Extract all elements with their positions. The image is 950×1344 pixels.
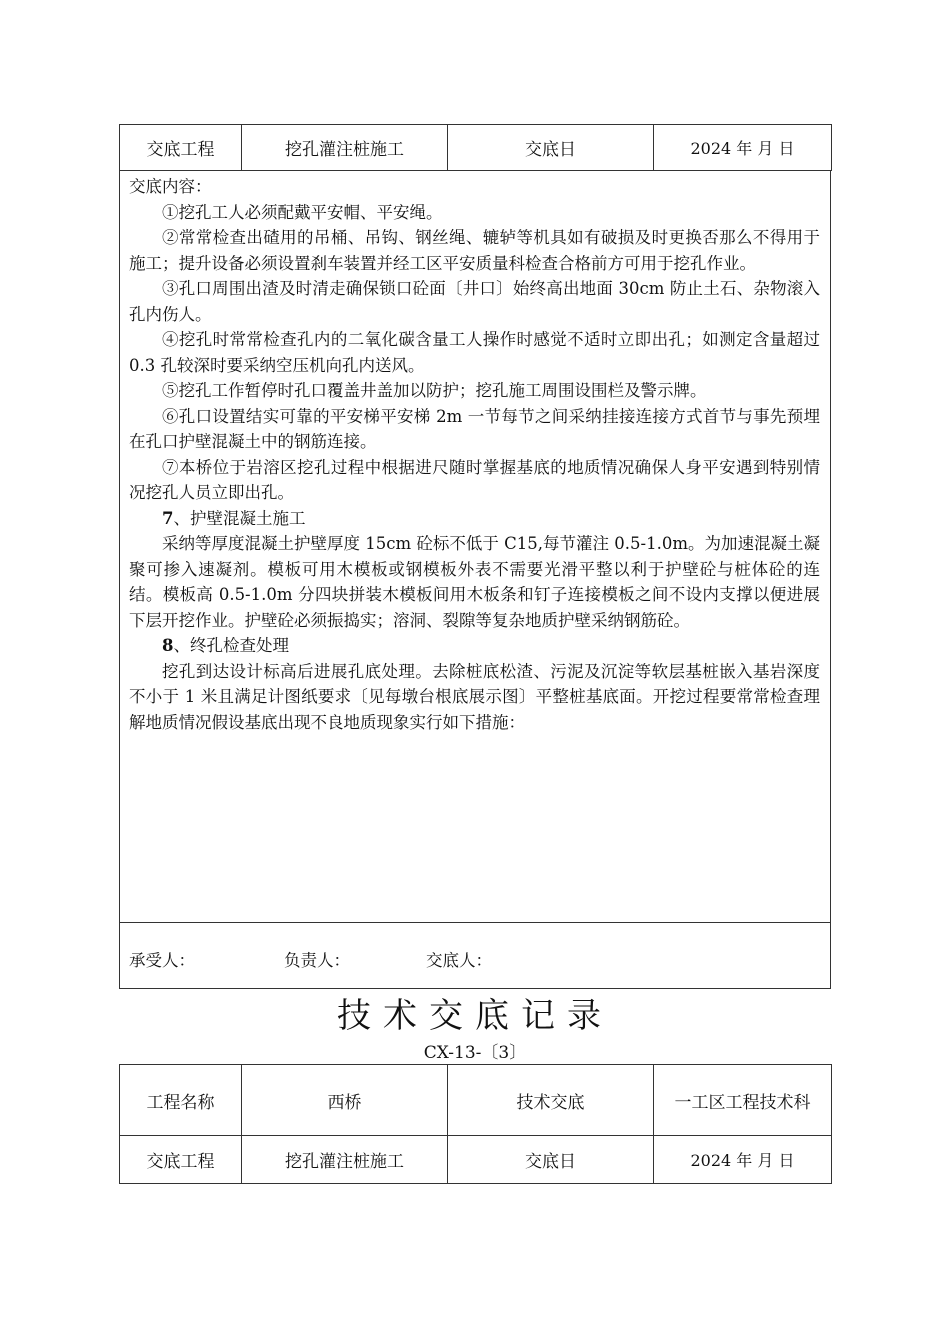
content-item-7: ⑦本桥位于岩溶区挖孔过程中根据进尺随时掌握基底的地质情况确保人身平安遇到特别情况挖孔人员立即出孔。 [129, 457, 820, 502]
content-item-6: ⑥孔口设置结实可靠的平安梯平安梯 2m 一节每节之间采纳挂接连接方式首节与事先预埋在孔口护壁混凝土中的钢筋连接。 [129, 406, 820, 451]
content-item-1: ①挖孔工人必须配戴平安帽、平安绳。 [162, 202, 443, 222]
label-project-name: 工程名称 [120, 1065, 242, 1136]
section-7-title: 、护壁混凝土施工 [173, 508, 306, 528]
label-disclosure-project: 交底工程 [120, 1136, 242, 1184]
project-name: 西桥 [242, 1065, 448, 1136]
department: 一工区工程技术科 [654, 1065, 832, 1136]
section-8-heading [129, 633, 820, 659]
disclosure-project: 挖孔灌注桩施工 [242, 1136, 448, 1184]
label-disclosure-date: 交底日 [448, 125, 654, 171]
section-7-heading [129, 506, 820, 532]
label-disclosure-date: 交底日 [448, 1136, 654, 1184]
section-8-number: 8 [162, 636, 174, 655]
responsible-label: 负责人： [284, 951, 350, 970]
disclosure-content [119, 170, 831, 922]
content-item-4: ④挖孔时常常检查孔内的二氧化碳含量工人操作时感觉不适时立即出孔；如测定含量超过 0.3 孔较深时要采纳空压机向孔内送风。 [129, 330, 820, 375]
content-item-5: ⑤挖孔工作暂停时孔口覆盖井盖加以防护；挖孔施工周围设围栏及警示牌。 [162, 381, 707, 400]
disclosure-date: 2024 年 月 日 [654, 125, 832, 171]
label-disclosure-project: 交底工程 [120, 125, 242, 171]
content-heading: 交底内容： [129, 177, 212, 196]
section-7-text: 采纳等厚度混凝土护壁厚度 15cm 砼标不低于 C15,每节灌注 0.5-1.0m。为加速混凝土凝聚可掺入速凝剂。模板可用木模板或钢模板外表不需要光滑平整以利于护壁砼与桩体砼的连结。模板高 0.5-1.0m 分四块拼装木模板间用木板条和钉子连接模板之间不设内支撑以便进展下层开挖作业。护壁砼必须振捣实；溶洞、裂隙等复杂地质护壁采纳钢筋砼。 [129, 534, 820, 630]
label-disclosure-type: 技术交底 [448, 1065, 654, 1136]
discloser-label: 交底人： [426, 951, 492, 970]
disclosure-project: 挖孔灌注桩施工 [242, 125, 448, 171]
content-item-3: ③孔口周围出渣及时清走确保锁口砼面〔井口〕始终高出地面 30cm 防止土石、杂物滚入孔内伤人。 [129, 279, 820, 324]
receiver-label: 承受人： [129, 951, 195, 970]
section-8-text: 挖孔到达设计标高后进展孔底处理。去除桩底松渣、污泥及沉淀等软层基桩嵌入基岩深度不小于 1 米且满足计图纸要求〔见每墩台根底展示图〕平整桩基底面。开挖过程要常常检查理解地质情况假设基底出现不良地质现象实行如下措施： [129, 661, 820, 732]
disclosure-date: 2024 年 月 日 [654, 1136, 832, 1184]
content-item-2: ②常常检查出碴用的吊桶、吊钩、钢丝绳、辘轳等机具如有破损及时更换否那么不得用于施工；提升设备必须设置刹车装置并经工区平安质量科检查合格前方可用于挖孔作业。 [129, 228, 820, 273]
record-code: CX-13-〔3〕 [423, 1043, 527, 1063]
record-title: 技术交底记录 [337, 996, 613, 1036]
header-table [119, 124, 832, 171]
signature-row [119, 922, 831, 989]
section-8-title: 、终孔检查处理 [173, 636, 289, 655]
record-table [119, 1064, 832, 1184]
section-7-number: 7 [162, 508, 174, 528]
